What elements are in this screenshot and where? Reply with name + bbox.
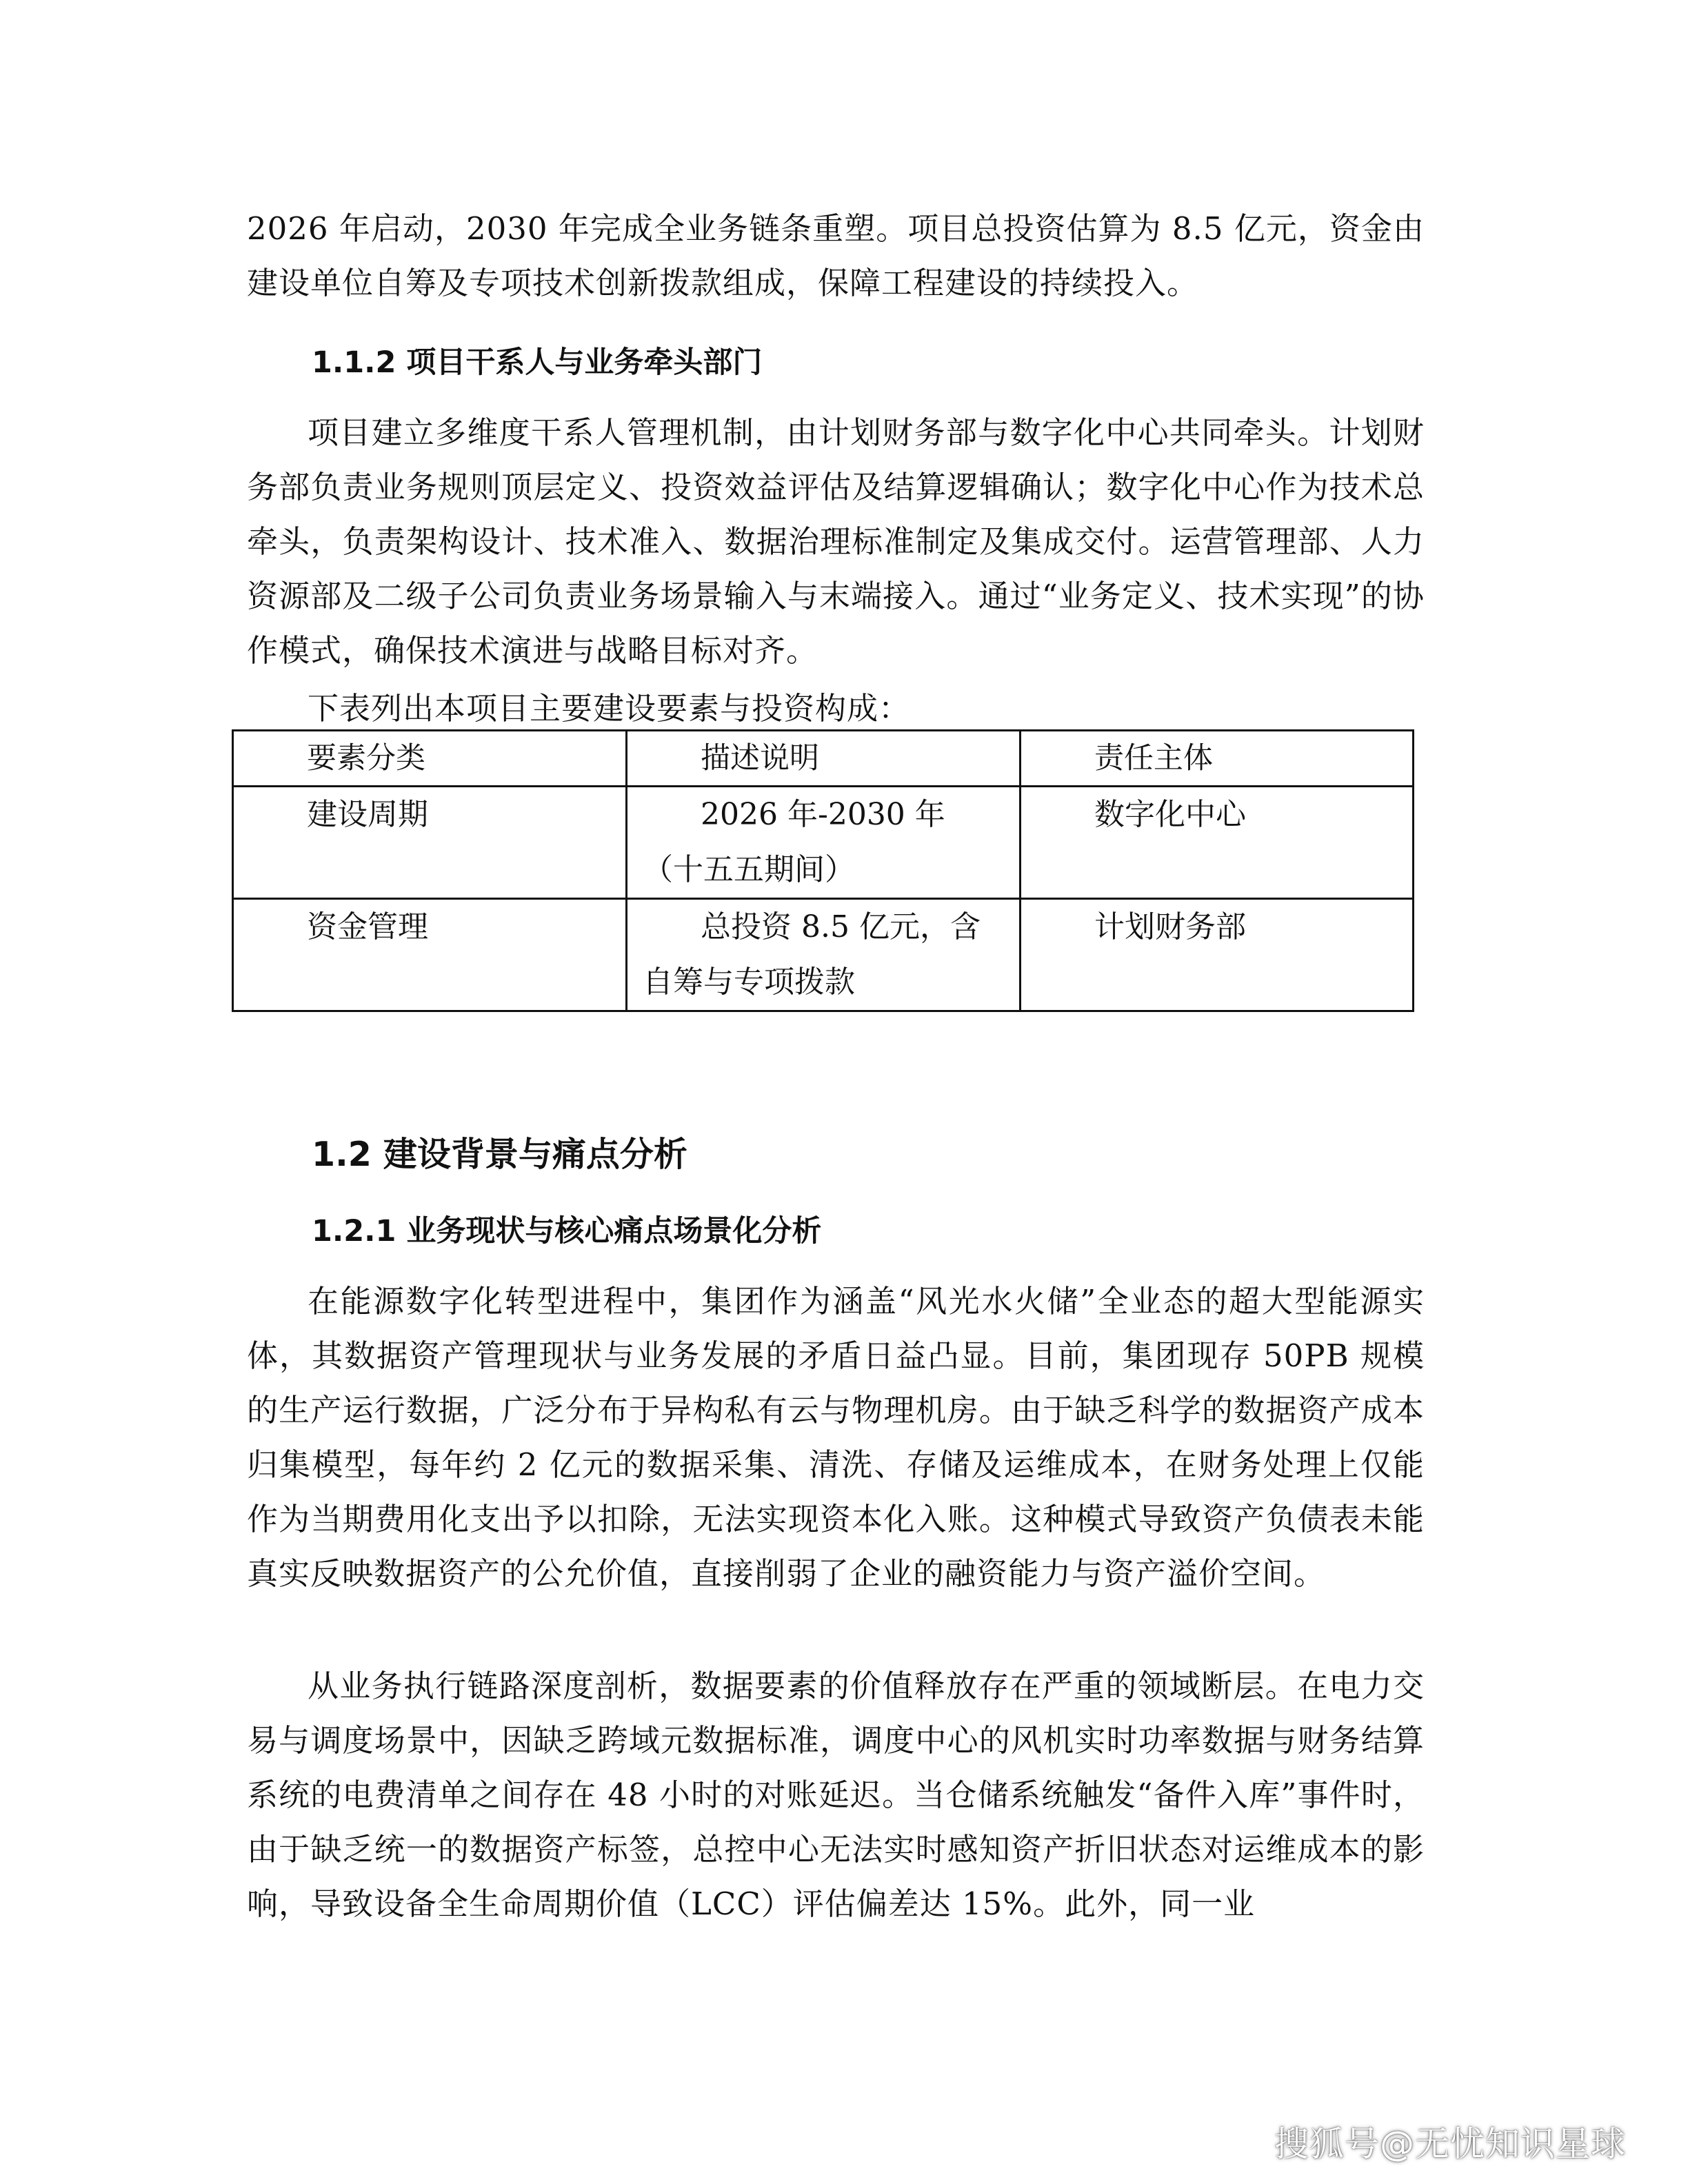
table-cell-description: 2026 年-2030 年（十五五期间） (627, 787, 1021, 899)
table-cell-category: 建设周期 (233, 787, 627, 899)
paragraph-stakeholders: 项目建立多维度干系人管理机制，由计划财务部与数字化中心共同牵头。计划财务部负责业务规则顶层定义、投资效益评估及结算逻辑确认；数字化中心作为技术总牵头，负责架构设计、技术准入、数据治理标准制定及集成交付。运营管理部、人力资源部及二级子公司负责业务场景输入与末端接入。通过“业务定义、技术实现”的协作模式，确保技术演进与战略目标对齐。 (247, 414, 1425, 669)
table-cell-description: 总投资 8.5 亿元，含自筹与专项拨款 (627, 899, 1021, 1011)
table-header-category: 要素分类 (233, 731, 627, 787)
table-cell-category: 资金管理 (233, 899, 627, 1011)
table-row (233, 899, 1414, 1011)
paragraph-business-status: 在能源数字化转型进程中，集团作为涵盖“风光水火储”全业态的超大型能源实体，其数据资产管理现状与业务发展的矛盾日益凸显。目前，集团现存 50PB 规模的生产运行数据，广泛分布于异构私有云与物理机房。由于缺乏科学的数据资产成本归集模型，每年约 2 亿元的数据采集、清洗、存储及运维成本，在财务处理上仅能作为当期费用化支出予以扣除，无法实现资本化入账。这种模式导致资产负债表未能真实反映数据资产的公允价值，直接削弱了企业的融资能力与资产溢价空间。 (247, 1283, 1425, 1592)
table-cell-owner: 数字化中心 (1021, 787, 1414, 899)
heading-1-2: 1.2 建设背景与痛点分析 (312, 1135, 687, 1174)
table-row (233, 787, 1414, 899)
heading-1-2-1: 1.2.1 业务现状与核心痛点场景化分析 (312, 1214, 822, 1248)
construction-elements-table (232, 729, 1414, 1012)
table-header-row (233, 731, 1414, 787)
paragraph-intro-tail: 2026 年启动，2030 年完成全业务链条重塑。项目总投资估算为 8.5 亿元，资金由建设单位自筹及专项技术创新拨款组成，保障工程建设的持续投入。 (247, 210, 1425, 301)
table-header-description: 描述说明 (627, 731, 1021, 787)
table-intro-text: 下表列出本项目主要建设要素与投资构成： (308, 690, 911, 727)
table-header-owner: 责任主体 (1021, 731, 1414, 787)
heading-1-1-2: 1.1.2 项目干系人与业务牵头部门 (312, 345, 763, 380)
table-cell-owner: 计划财务部 (1021, 899, 1414, 1011)
watermark-text: 搜狐号@无忧知识星球 (1274, 2124, 1626, 2164)
paragraph-business-chain: 从业务执行链路深度剖析，数据要素的价值释放存在严重的领域断层。在电力交易与调度场景中，因缺乏跨域元数据标准，调度中心的风机实时功率数据与财务结算系统的电费清单之间存在 48 小时的对账延迟。当仓储系统触发“备件入库”事件时，由于缺乏统一的数据资产标签，总控中心无法实时感知资产折旧状态对运维成本的影响，导致设备全生命周期价值（LCC）评估偏差达 15%。此外，同一业 (247, 1668, 1425, 1922)
